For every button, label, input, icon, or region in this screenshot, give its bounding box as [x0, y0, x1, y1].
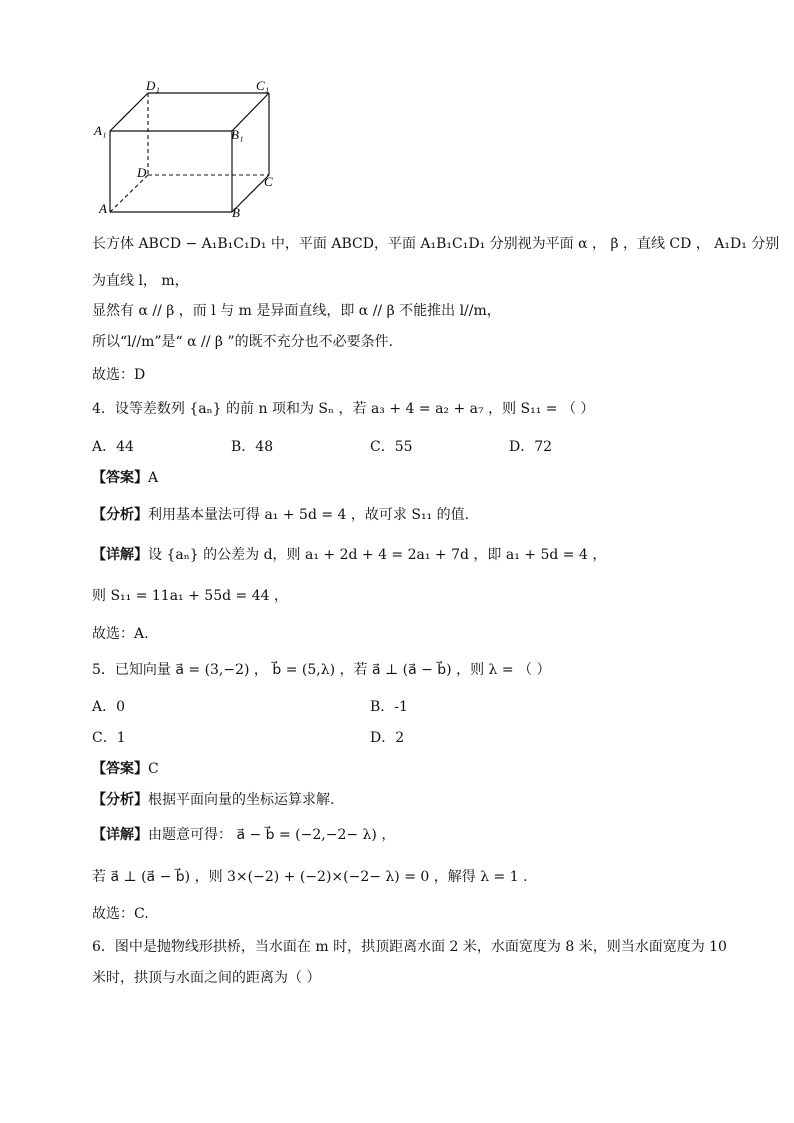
- q3-line3: 显然有 α // β ，而 l 与 m 是异面直线，即 α // β 不能推出 l//m，: [92, 303, 501, 319]
- answer-value: C: [148, 761, 159, 777]
- analysis-text: 根据平面向量的坐标运算求解.: [148, 792, 335, 808]
- q4-analysis: [92, 505, 469, 525]
- q5-option-b[interactable]: B．-1: [370, 699, 408, 715]
- q5-option-a[interactable]: A．0: [92, 699, 126, 715]
- q4-option-a[interactable]: A．44: [92, 439, 134, 455]
- q4-option-c[interactable]: C．55: [370, 439, 413, 455]
- detail-tag: 【详解】: [92, 547, 148, 563]
- answer-tag: 【答案】: [92, 761, 148, 777]
- q4-detail1: [92, 545, 606, 565]
- q3-conclusion: 故选：D: [92, 367, 146, 383]
- answer-value: A: [148, 470, 159, 486]
- label-c: C: [264, 174, 273, 189]
- cuboid-figure: [0, 0, 794, 230]
- answer-tag: 【答案】: [92, 470, 148, 486]
- q3-line1: 长方体 ABCD − A₁B₁C₁D₁ 中，平面 ABCD，平面 A₁B₁C₁D₁ 分别视为平面 α ， β ，直线 CD ， A₁D₁ 分别: [92, 236, 780, 252]
- analysis-tag: 【分析】: [92, 507, 148, 523]
- q4-option-d[interactable]: D．72: [509, 439, 553, 455]
- q4-answer: [92, 468, 158, 488]
- q3-line2: 为直线 l， m，: [92, 273, 189, 289]
- detail-tag: 【详解】: [92, 827, 148, 843]
- q4-question: 4．设等差数列 {aₙ} 的前 n 项和为 Sₙ ，若 a₃ + 4 = a₂ + a₇ ，则 S₁₁ = （ ）: [92, 401, 595, 417]
- q5-option-c[interactable]: C．1: [92, 730, 126, 746]
- q4-option-b[interactable]: B．48: [231, 439, 274, 455]
- q5-analysis: [92, 790, 334, 810]
- q5-option-d[interactable]: D．2: [370, 730, 405, 746]
- q5-detail1: [92, 825, 395, 845]
- analysis-text: 利用基本量法可得 a₁ + 5d = 4 ，故可求 S₁₁ 的值.: [148, 507, 470, 523]
- detail-text: 由题意可得： a⃗ − b⃗ = (−2,−2− λ) ，: [148, 827, 396, 843]
- label-b1: B₁: [231, 127, 244, 142]
- label-a1: A₁: [94, 123, 107, 138]
- q5-answer: [92, 759, 159, 779]
- q5-conclusion: 故选：C.: [92, 906, 149, 922]
- label-b: B: [232, 205, 240, 220]
- label-c1: C₁: [256, 78, 270, 93]
- label-a: A: [99, 201, 107, 216]
- q5-question: 5．已知向量 a⃗ = (3,−2) ， b⃗ = (5,λ) ，若 a⃗ ⊥ (a⃗ − b⃗) ，则 λ = （ ）: [92, 662, 551, 678]
- q3-line4: 所以“l//m”是“ α // β ”的既不充分也不必要条件.: [92, 334, 394, 350]
- detail-text: 设 {aₙ} 的公差为 d，则 a₁ + 2d + 4 = 2a₁ + 7d ，即 a₁ + 5d = 4 ，: [148, 547, 607, 563]
- q6-line1: 6．图中是抛物线形拱桥，当水面在 m 时，拱顶距离水面 2 米，水面宽度为 8 米，则当水面宽度为 10: [92, 939, 727, 955]
- q6-line2: 米时，拱顶与水面之间的距离为（ ）: [92, 970, 321, 986]
- q5-detail2: 若 a⃗ ⊥ (a⃗ − b⃗) ，则 3×(−2) + (−2)×(−2− λ) = 0 ，解得 λ = 1 .: [92, 869, 528, 885]
- q4-conclusion: 故选：A.: [92, 626, 149, 642]
- label-d1: D₁: [146, 78, 160, 93]
- q4-detail2: 则 S₁₁ = 11a₁ + 55d = 44 ，: [92, 588, 288, 604]
- label-d: D: [137, 165, 147, 180]
- analysis-tag: 【分析】: [92, 792, 148, 808]
